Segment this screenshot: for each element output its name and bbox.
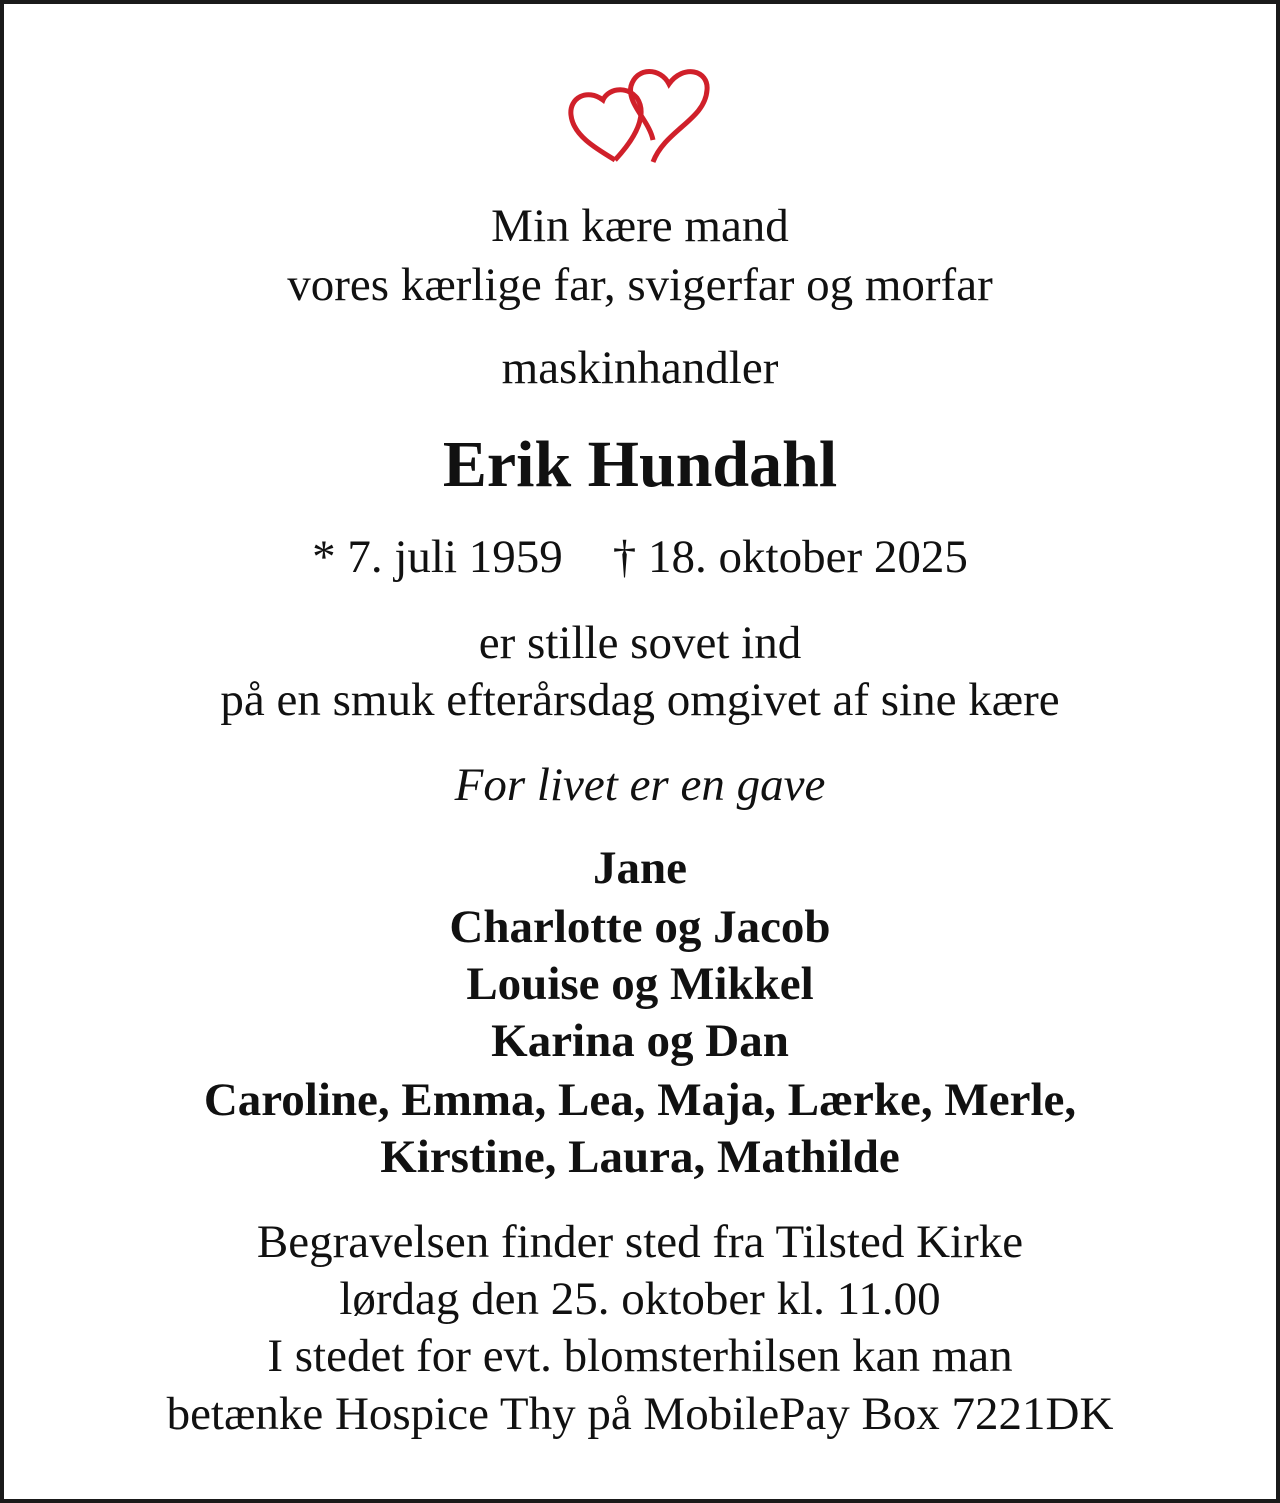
funeral-line: I stedet for evt. blomsterhilsen kan man [267,1330,1013,1382]
hearts-icon [565,60,715,170]
family-line: Caroline, Emma, Lea, Maja, Lærke, Merle, [203,1074,1077,1126]
family-line: Charlotte og Jacob [449,901,831,953]
dates [0,527,1280,587]
message-line: på en smuk efterårsdag omgivet af sine kære [220,674,1060,726]
family-line: Karina og Dan [491,1015,789,1067]
family-line: Kirstine, Laura, Mathilde [380,1131,900,1183]
occupation: maskinhandler [501,342,779,394]
family-line: Louise og Mikkel [466,958,814,1010]
quote: For livet er en gave [454,759,826,811]
birth-date: * 7. juli 1959 [312,531,563,583]
intro-line: Min kære mand [491,200,789,252]
intro-line: vores kærlige far, svigerfar og morfar [287,259,993,311]
funeral-line: lørdag den 25. oktober kl. 11.00 [339,1273,941,1325]
deceased-name: Erik Hundahl [442,428,838,501]
funeral-line: betænke Hospice Thy på MobilePay Box 7221DK [166,1388,1114,1440]
message-line: er stille sovet ind [478,617,802,669]
family-line: Jane [593,842,687,894]
death-date: † 18. oktober 2025 [612,531,968,583]
funeral-line: Begravelsen finder sted fra Tilsted Kirke [256,1216,1024,1268]
